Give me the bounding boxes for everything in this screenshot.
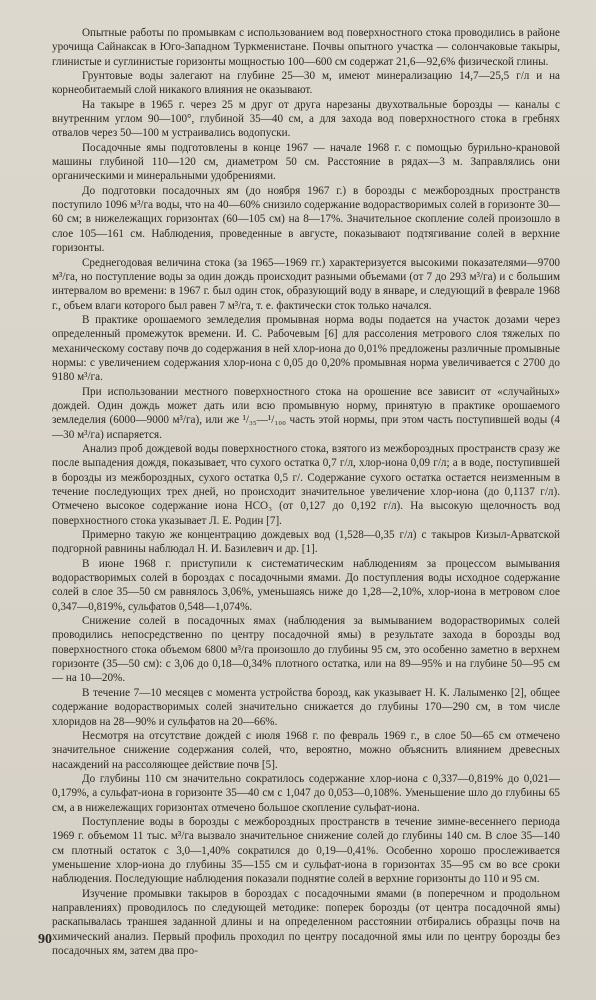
paragraph: При использовании местного поверхностного стока на орошение все зависит от «случайных» дождей. Один дождь может дать или всю промывную норму, принятую в практике орошаемого земледелия (6000—9000 м³/га), или же ¹/₃₅—¹/₁₀₀ часть этой нормы, при этом часть поступившей воды (4—30 м³/га) испаряется. [52,385,560,441]
paragraph: Посадочные ямы подготовлены в конце 1967 — начале 1968 г. с помощью бурильно-крановой машины глубиной 110—120 см, диаметром 50 см. Расстояние в рядах—3 м. Заправлялись они органическими и минеральными удобрениями. [52,141,560,183]
paragraph: До подготовки посадочных ям (до ноября 1967 г.) в борозды с межбороздных пространств поступило 1096 м³/га воды, что на 40—60% снизило содержание водорастворимых солей в горизонте 30—60 см; в нижележащих горизонтах (60—105 см) на 8—17%. Значительное скопление солей произошло в слое 105—161 см. Наблюдения, проведенные в августе, показывают подтягивание солей в верхние горизонты. [52,184,560,255]
paragraph: До глубины 110 см значительно сократилось содержание хлор-иона с 0,337—0,819% до 0,021—0,179%, а сульфат-иона в горизонте 35—40 см с 1,047 до 0,053—0,108%. Уменьшение шло до глубины 65 см, а в нижележащих горизонтах отмечено большое скопление сульфат-иона. [52,772,560,814]
paragraph: В практике орошаемого земледелия промывная норма воды подается на участок дозами через определенный промежуток времени. И. С. Рабочевым [6] для рассоления метрового слоя тяжелых по механическому составу почв до содержания в ней хлор-иона до 0,01% предложены различные промывные нормы: с увеличением содержания хлор-иона с 0,05 до 0,20% промывная норма увеличивается с 2700 до 9180 м³/га. [52,313,560,384]
body-text [52,26,560,958]
paragraph: В течение 7—10 месяцев с момента устройства борозд, как указывает Н. К. Лалыменко [2], общее содержание водорастворимых солей значительно снижается до глубины 170—290 см, в том числе хлоридов на 28—90% и сульфатов на 20—66%. [52,686,560,728]
page-number: 90 [38,932,52,947]
paragraph: Анализ проб дождевой воды поверхностного стока, взятого из межбороздных пространств сразу же после выпадения дождя, показывает, что сухого остатка 0,7 г/л, хлор-иона 0,09 г/л; а в воде, поступившей в борозды из межбороздных, сухого остатка 0,5 г/. Содержание сухого остатка остается неизменным в течение последующих трех дней, но происходит значительное увеличение хлор-иона (до 0,1137 г/л). Отмечено высокое содержание иона HCO₃ (от 0,127 до 0,192 г/л). На высокую щелочность вод поверхностного стока указывает Л. Е. Родин [7]. [52,442,560,527]
paragraph: На такыре в 1965 г. через 25 м друг от друга нарезаны двухотвальные борозды — каналы с внутренним углом 90—100°, глубиной 35—40 см, а для захода вод поверхностного стока в гребнях отвалов через 50—100 м устраивались водопуски. [52,98,560,140]
paragraph: Опытные работы по промывкам с использованием вод поверхностного стока проводились в районе урочища Сайнаксак в Юго-Западном Туркменистане. Почвы опытного участка — солончаковые такыры, глинистые и суглинистые горизонты мощностью 100—600 см содержат 21,6—92,6% физической глины. [52,27,560,68]
paragraph: Снижение солей в посадочных ямах (наблюдения за вымыванием водорастворимых солей проводились непосредственно по центру посадочной ямы) в результате захода в борозды вод поверхностного стока объемом 6800 м³/га произошло до глубины 95 см, это особенно заметно в верхнем горизонте (35—50 см): с 3,06 до 0,18—0,34% плотного остатка, или на 89—95% и на глубине 50—95 см — на 10—20%. [52,615,560,685]
paragraph: Поступление воды в борозды с межбороздных пространств в течение зимне-весеннего периода 1969 г. объемом 11 тыс. м³/га вызвало значительное снижение солей до глубины 140 см. В слое 35—140 см плотный остаток с 3,0—1,40% сократился до 0,19—0,41%. Особенно хорошо прослеживается уменьшение хлор-иона до глубины 35—155 см и сульфат-иона в горизонтах 35—95 см во все сроки наблюдения. Последующие наблюдения показали поднятие солей в верхние горизонты до 110 и 95 см. [52,815,560,886]
paragraph: Грунтовые воды залегают на глубине 25—30 м, имеют минерализацию 14,7—25,5 г/л и на корнеобитаемый слой никакого влияния не оказывают. [52,70,560,97]
paragraph: Среднегодовая величина стока (за 1965—1969 гг.) характеризуется высокими показателями—9700 м³/га, но поступление воды за один дождь происходит разными объемами (от 7 до 293 м³/га) и с большим интервалом во времени: в 1967 г. был один сток, образующий воду в январе, и следующий в феврале 1968 г., объем влаги которого был равен 7 м³/га, т. е. фактически сток только начался. [52,256,560,312]
paragraph: Изучение промывки такыров в бороздах с посадочными ямами (в поперечном и продольном направлениях) проводилось по следующей методике: поперек борозды (от центра посадочной ямы) раскапывалась траншея заданной длины и на определенном расстоянии отбирались образцы почв на химический анализ. Первый профиль проходил по центру посадочной ямы или по центру борозды без посадочных ям, затем два про- [52,887,560,957]
paragraph: Примерно такую же концентрацию дождевых вод (1,528—0,35 г/л) с такыров Кизыл-Арватской подгорной равнины наблюдал Н. И. Базилевич и др. [1]. [52,529,560,556]
paragraph: Несмотря на отсутствие дождей с июля 1968 г. по февраль 1969 г., в слое 50—65 см отмечено значительное снижение содержания солей, что, вероятно, можно объяснить влиянием древесных насаждений на рассоляющее действие почв [5]. [52,729,560,771]
paragraph: В июне 1968 г. приступили к систематическим наблюдениям за процессом вымывания водорастворимых солей в бороздах с посадочными ямами. До поступления воды исходное содержание солей в слое 35—50 см равнялось 3,06%, уменьшаясь ниже до 1,28—2,10%, хлор-иона в метровом слое 0,347—0,819%, сульфатов 0,548—1,074%. [52,557,560,613]
